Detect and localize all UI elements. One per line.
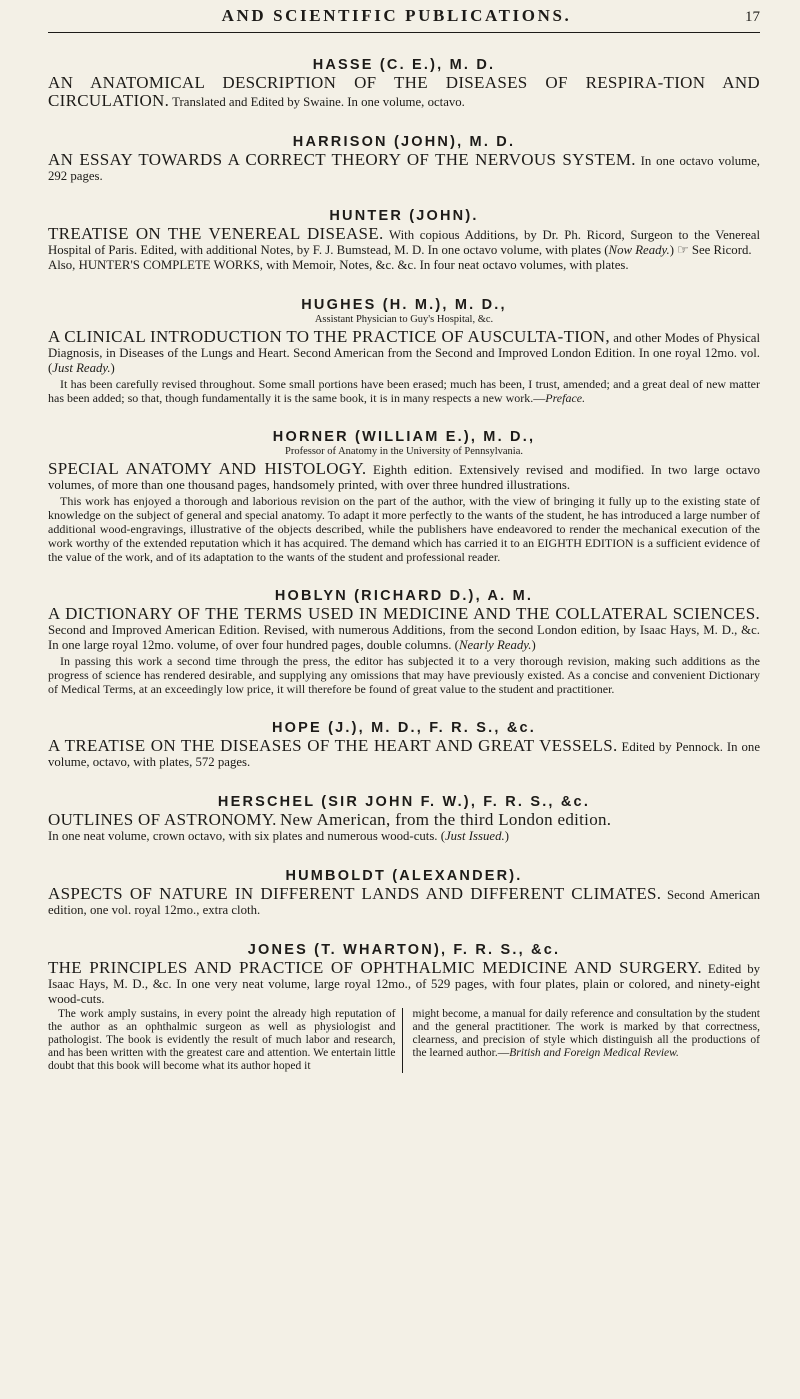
book-details: In one octavo volume, 292 pages. (48, 154, 760, 183)
book-details: Eighth edition. Extensively revised and modified. In two large octavo volumes, of more than one thousand pages, handsomely printed, with over three hundred illustrations. (48, 463, 760, 492)
review-columns (48, 1008, 760, 1073)
book-title: SPECIAL ANATOMY AND HISTOLOGY. (48, 459, 367, 478)
book-details: and other Modes of Physical Diagnosis, in Diseases of the Lungs and Heart. Second American from the Second and Improved London Edition. In one royal 12mo. vol. ( (48, 331, 761, 375)
review-text: might become, a manual for daily reference and consultation by the student and the general practitioner. The work is marked by that correctness, clearness, and precision of style which distinguish all the productions of the learned author.— (412, 1008, 760, 1059)
book-details (48, 829, 760, 844)
review-column-right (411, 1008, 761, 1073)
entry-text (48, 328, 760, 376)
details-text: In one neat volume, crown octavo, with six plates and numerous wood-cuts. ( (48, 829, 445, 843)
running-title: AND SCIENTIFIC PUBLICATIONS. (221, 6, 572, 25)
entry-text (48, 225, 760, 258)
page-number: 17 (745, 9, 760, 25)
catalog-entry-hoblyn (48, 588, 760, 696)
author-heading: HOBLYN (RICHARD D.), A. M. (274, 588, 534, 604)
catalog-entry-jones (48, 942, 760, 1073)
book-title: ASPECTS OF NATURE IN DIFFERENT LANDS AND DIFFERENT CLIMATES. (48, 884, 662, 903)
availability-note: Now Ready. (608, 243, 670, 257)
author-heading: HOPE (J.), M. D., F. R. S., &c. (272, 720, 536, 736)
author-affiliation: Professor of Anatomy in the University of Pennsylvania. (285, 446, 523, 457)
book-title: OUTLINES OF ASTRONOMY. (48, 810, 277, 829)
review-text: It has been carefully revised throughout. Some small portions have been erased; much has been, I trust, amended; and a great deal of new matter has been added; so that, though fundamentally it is the same book, it is in many respects a new work.— (48, 377, 760, 405)
author-heading: HUMBOLDT (ALEXANDER). (285, 868, 523, 884)
author-affiliation: Assistant Physician to Guy's Hospital, &c. (314, 314, 494, 325)
catalog-entry-harrison (48, 134, 760, 184)
entry-text (48, 737, 760, 770)
entry-text (48, 885, 760, 918)
pointing-hand-icon: ☞ (677, 243, 689, 257)
entry-text (48, 74, 760, 110)
author-heading: HORNER (WILLIAM E.), M. D., (272, 429, 536, 445)
catalog-entry-hughes (48, 297, 760, 405)
author-heading: HUGHES (H. M.), M. D., (301, 297, 507, 313)
book-title: A CLINICAL INTRODUCTION TO THE PRACTICE OF AUSCULTA-TION, (48, 327, 610, 346)
book-title: A TREATISE ON THE DISEASES OF THE HEART AND GREAT VESSELS. (48, 736, 618, 755)
paren-close: ) (669, 243, 674, 257)
author-heading: JONES (T. WHARTON), F. R. S., &c. (247, 942, 561, 958)
running-header (48, 0, 760, 33)
catalog-entry-humboldt (48, 868, 760, 918)
review-quote: In passing this work a second time through the press, the editor has subjected it to a very thorough revision, making such additions as the progress of science has rendered desirable, and supplying any omissions that may have previously existed. As a concise and convenient Dictionary of Medical Terms, at an exceedingly low price, it will therefore be found of great value to the student and practitioner. (48, 654, 760, 696)
availability-note: Nearly Ready. (458, 638, 532, 652)
book-details: Second American edition, one vol. royal 12mo., extra cloth. (48, 888, 760, 917)
author-heading: HARRISON (JOHN), M. D. (292, 134, 516, 150)
book-details: Edited by Isaac Hays, M. D., &c. In one very neat volume, large royal 12mo., of 529 pages, with four plates, plain or colored, and ninety-eight wood-cuts. (48, 962, 761, 1006)
entry-text (48, 460, 760, 493)
book-title: TREATISE ON THE VENEREAL DISEASE. (48, 224, 384, 243)
book-title: AN ANATOMICAL DESCRIPTION OF THE DISEASES OF RESPIRA-TION AND CIRCULATION. (48, 73, 760, 110)
review-column-left: The work amply sustains, in every point the already high reputation of the author as an ophthalmic surgeon as well as physiologist and pathologist. The book is evidently the result of much labor and research, and has been written with the greatest care and attention. We entertain little doubt that this book will become what its author hoped it (48, 1008, 403, 1073)
review-source: Preface. (545, 391, 586, 405)
book-details: Translated and Edited by Swaine. In one volume, octavo. (172, 95, 465, 109)
book-details: With copious Additions, by Dr. Ph. Ricord, Surgeon to the Venereal Hospital of Paris. Edited, with additional Notes, by F. J. Bumstead, M. D. In one octavo volume, with plates ( (48, 228, 761, 257)
review-quote: This work has enjoyed a thorough and laborious revision on the part of the author, with the view of bringing it fully up to the existing state of knowledge on the subject of general and special anatomy. To adapt it more perfectly to the wants of the student, he has introduced a large number of additional wood-engravings, illustrative of the objects described, while the publishers have endeavored to render the mechanical execution of the work worthy of the extended reputation which it has acquired. The demand which has carried it to an EIGHTH EDITION is a sufficient evidence of the value of the work, and of its adaptation to the wants of the student and professional reader. (48, 494, 760, 564)
paren-close: ) (504, 829, 509, 843)
review-source: British and Foreign Medical Review. (509, 1047, 679, 1059)
catalog-entry-horner (48, 429, 760, 564)
book-title: THE PRINCIPLES AND PRACTICE OF OPHTHALMIC MEDICINE AND SURGERY. (48, 958, 702, 977)
entry-text (48, 151, 760, 184)
entry-text (48, 605, 760, 653)
book-title: A DICTIONARY OF THE TERMS USED IN MEDICINE AND THE COLLATERAL SCIENCES. (48, 604, 760, 623)
availability-note: Just Issued. (444, 829, 505, 843)
paren-close: ) (531, 638, 536, 652)
catalog-entry-hasse (48, 57, 760, 110)
book-subtitle: New American, from the third London edition. (279, 810, 612, 829)
entry-text (48, 811, 760, 829)
catalog-entry-hope (48, 720, 760, 770)
also-note: Also, HUNTER'S COMPLETE WORKS, with Memoir, Notes, &c. &c. In four neat octavo volumes, with plates. (48, 258, 629, 272)
book-title: AN ESSAY TOWARDS A CORRECT THEORY OF THE NERVOUS SYSTEM. (48, 150, 636, 169)
catalog-entry-herschel (48, 794, 760, 844)
author-heading: HUNTER (JOHN). (329, 208, 479, 224)
catalog-entry-hunter (48, 208, 760, 273)
author-heading: HASSE (C. E.), M. D. (312, 57, 496, 73)
paren-close: ) (110, 361, 115, 375)
book-details: Edited by Pennock. In one volume, octavo, with plates, 572 pages. (48, 740, 760, 769)
author-heading: HERSCHEL (SIR JOHN F. W.), F. R. S., &c. (217, 794, 591, 810)
cross-reference: See Ricord. (691, 243, 752, 257)
entry-text (48, 959, 760, 1007)
review-quote (48, 377, 760, 405)
book-details: Second and Improved American Edition. Revised, with numerous Additions, from the second London edition, by Isaac Hays, M. D., &c. In one large royal 12mo. volume, of over four hundred pages, double columns. ( (48, 623, 760, 652)
availability-note: Just Ready. (52, 361, 111, 375)
